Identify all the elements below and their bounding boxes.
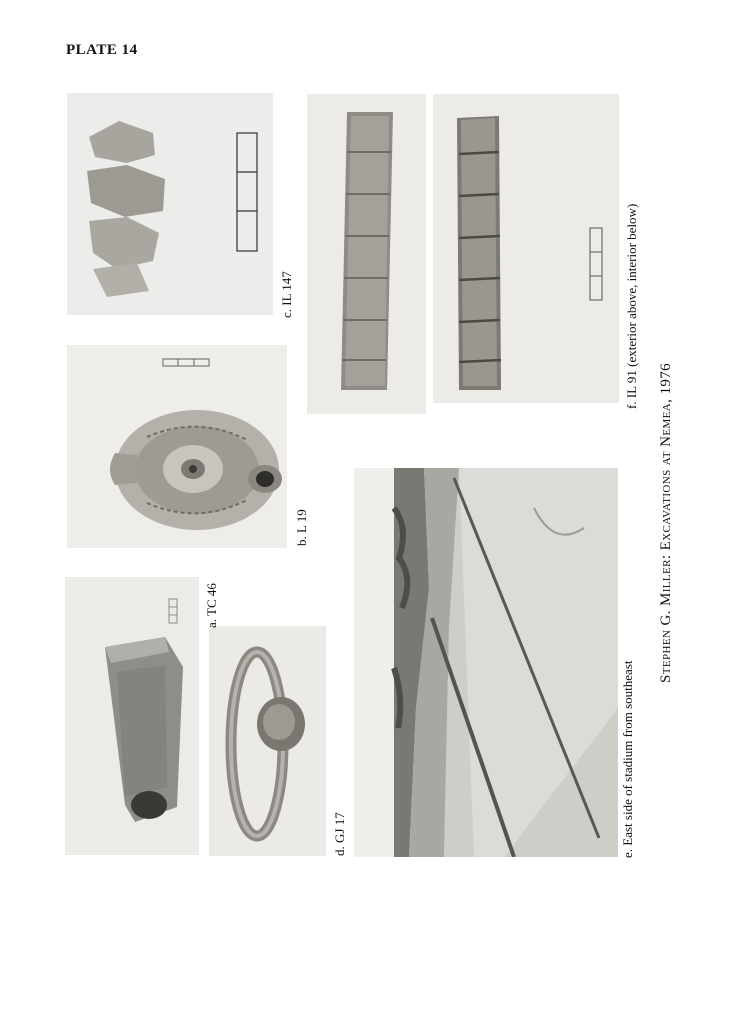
caption-b: b. L 19: [294, 509, 309, 546]
plate-title: PLATE 14: [66, 42, 138, 58]
credit-line: Stephen G. Miller: Excavations at Nemea, 1976: [658, 362, 674, 683]
photo-il91-exterior: [307, 94, 426, 414]
photo-tc46: [65, 577, 199, 855]
photo-stadium: [354, 468, 618, 857]
tile-exterior-image: [307, 94, 426, 414]
caption-a: a. TC 46: [204, 583, 219, 628]
photo-gj17: [209, 626, 326, 856]
photo-l19: [67, 345, 287, 548]
glass-fragments-image: [67, 93, 273, 315]
photo-il147: [67, 93, 273, 315]
caption-e: e. East side of stadium from southeast: [620, 660, 635, 858]
oil-lamp-image: [67, 345, 287, 548]
stadium-image: [354, 468, 618, 857]
ring-image: [209, 626, 326, 856]
terracotta-tube-image: [65, 577, 199, 855]
caption-d: d. GJ 17: [332, 812, 347, 856]
caption-c: c. IL 147: [279, 271, 294, 318]
tile-interior-image: [433, 94, 619, 403]
photo-il91-interior: [433, 94, 619, 403]
caption-f: f. IL 91 (exterior above, interior below): [624, 203, 639, 409]
